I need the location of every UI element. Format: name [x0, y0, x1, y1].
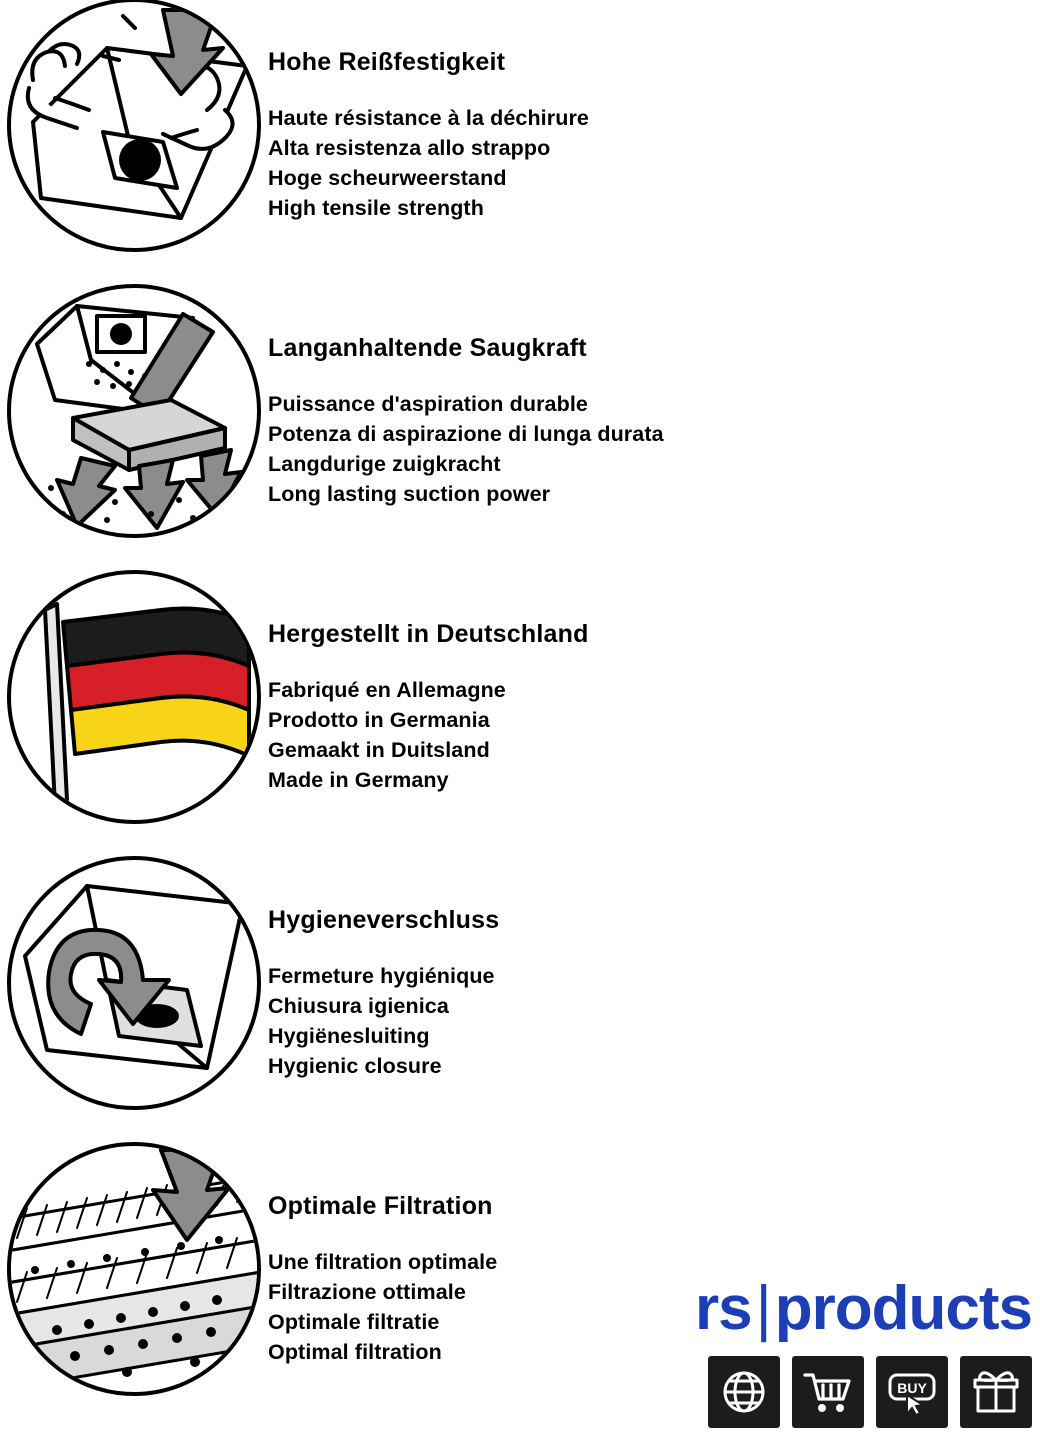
- feature-line-en: Made in Germany: [268, 768, 449, 792]
- feature-text: [268, 1144, 497, 1367]
- hygienic-closure-flap-icon: [7, 856, 261, 1110]
- feature-line-it: Potenza di aspirazione di lunga durata: [268, 422, 664, 446]
- feature-text: [268, 286, 664, 509]
- icon-container: [0, 1144, 268, 1394]
- feature-line-fr: Une filtration optimale: [268, 1250, 498, 1274]
- feature-title: Langanhaltende Saugkraft: [268, 334, 587, 362]
- feature-line-en: Long lasting suction power: [268, 482, 551, 506]
- feature-line-en: Hygienic closure: [268, 1054, 442, 1078]
- feature-line-en: Optimal filtration: [268, 1340, 442, 1364]
- feature-row: [0, 858, 1040, 1144]
- svg-text:BUY: BUY: [897, 1380, 927, 1396]
- icon-container: [0, 858, 268, 1108]
- vacuum-nozzle-suction-icon: [7, 284, 261, 538]
- hand-tearing-dustbag-icon: [7, 0, 261, 252]
- feature-title: Hergestellt in Deutschland: [268, 620, 589, 648]
- feature-line-fr: Puissance d'aspiration durable: [268, 392, 588, 416]
- icon-container: [0, 286, 268, 536]
- feature-title: Hygieneverschluss: [268, 906, 500, 934]
- brand-name-first: rs: [695, 1274, 752, 1343]
- feature-line-nl: Hygiënesluiting: [268, 1024, 430, 1048]
- feature-line-nl: Gemaakt in Duitsland: [268, 738, 490, 762]
- feature-row: [0, 286, 1040, 572]
- feature-line-it: Alta resistenza allo strappo: [268, 136, 551, 160]
- buy-button-icon[interactable]: [876, 1356, 948, 1428]
- feature-row: [0, 572, 1040, 858]
- feature-line-fr: Haute résistance à la déchirure: [268, 106, 589, 130]
- brand-separator: |: [755, 1274, 771, 1343]
- feature-line-it: Prodotto in Germania: [268, 708, 490, 732]
- brand-logo: [652, 1274, 1032, 1343]
- feature-title: Optimale Filtration: [268, 1192, 493, 1220]
- feature-row: [0, 0, 1040, 286]
- feature-line-it: Filtrazione ottimale: [268, 1280, 466, 1304]
- feature-line-nl: Langdurige zuigkracht: [268, 452, 501, 476]
- shopping-cart-icon[interactable]: [792, 1356, 864, 1428]
- feature-line-en: High tensile strength: [268, 196, 484, 220]
- icon-container: [0, 572, 268, 822]
- multi-layer-filtration-icon: [7, 1142, 261, 1396]
- feature-line-nl: Hoge scheurweerstand: [268, 166, 507, 190]
- brand-block: [652, 1274, 1032, 1428]
- feature-line-fr: Fabriqué en Allemagne: [268, 678, 506, 702]
- feature-text: [268, 572, 589, 795]
- brand-icon-row: [652, 1356, 1032, 1428]
- feature-title: Hohe Reißfestigkeit: [268, 48, 506, 76]
- feature-text: [268, 858, 499, 1081]
- feature-line-fr: Fermeture hygiénique: [268, 964, 495, 988]
- brand-name-second: products: [774, 1274, 1032, 1343]
- feature-line-it: Chiusura igienica: [268, 994, 449, 1018]
- feature-line-nl: Optimale filtratie: [268, 1310, 440, 1334]
- german-flag-icon: [7, 570, 261, 824]
- globe-icon[interactable]: [708, 1356, 780, 1428]
- feature-text: [268, 0, 589, 223]
- icon-container: [0, 0, 268, 250]
- gift-box-icon[interactable]: [960, 1356, 1032, 1428]
